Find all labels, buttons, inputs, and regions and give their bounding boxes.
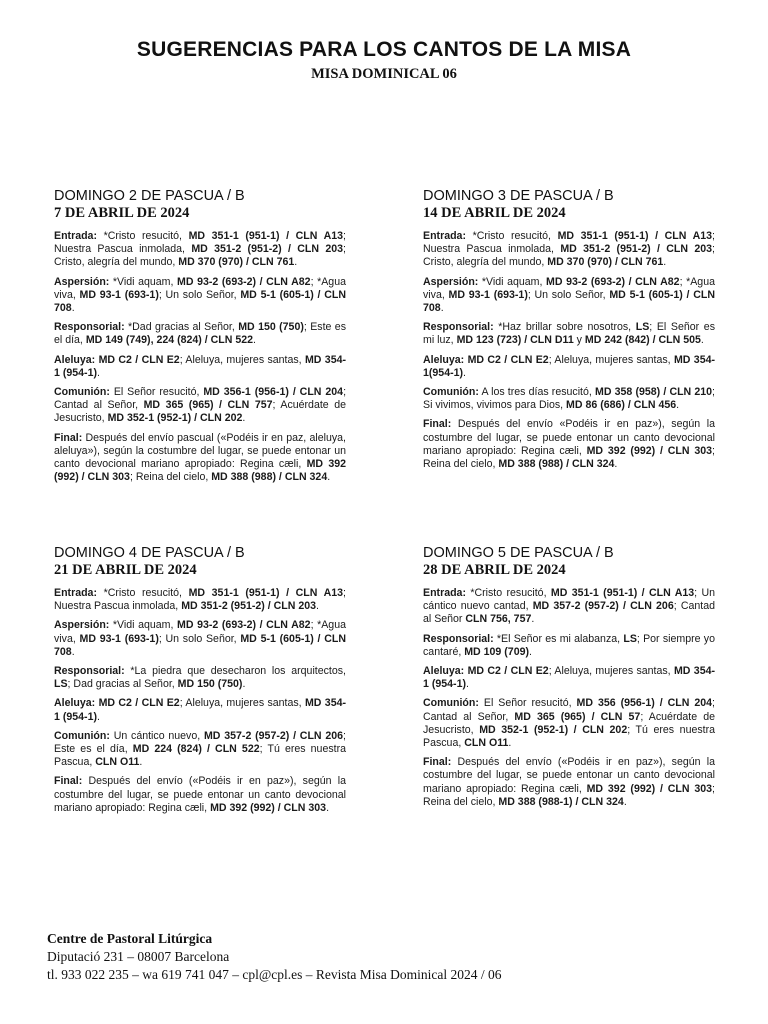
song-text: Después del envío («Podéis ir en paz»), según la costumbre del lugar, se puede entonar un canto devocional mariano apropiado: Regina cæli,	[54, 775, 346, 814]
song-reference: LS	[54, 678, 68, 691]
song-reference: CLN 756, 757	[465, 613, 532, 626]
section-heading: DOMINGO 5 DE PASCUA / B	[423, 545, 614, 561]
song-text: ; Este es el día,	[54, 729, 346, 756]
song-text: *Cristo resucitó,	[465, 587, 551, 599]
song-text: ; Nuestra Pascua inmolada,	[423, 230, 715, 256]
section-heading: DOMINGO 4 DE PASCUA / B	[54, 545, 245, 561]
song-reference: MD 358 (958) / CLN 210	[595, 386, 713, 399]
entry-label: Comunión:	[423, 697, 479, 710]
song-reference: MD 392 (992) / CLN 303	[586, 782, 713, 795]
song-text: ; Nuestra Pascua inmolada,	[54, 230, 346, 256]
section-date: 21 DE ABRIL DE 2024	[54, 562, 197, 578]
entry-aspersión	[54, 276, 346, 316]
song-text: .	[242, 678, 246, 691]
song-reference: MD 357-2 (957-2) / CLN 206	[532, 600, 674, 613]
entry-label: Final:	[54, 775, 83, 788]
song-text: A los tres días resucitó,	[478, 386, 595, 399]
song-reference: MD 93-2 (693-2) / CLN A82	[177, 619, 311, 632]
entry-label: Entrada:	[423, 230, 466, 242]
section-date: 28 DE ABRIL DE 2024	[423, 562, 566, 578]
section-entries	[54, 230, 346, 484]
song-reference: MD 392 (992) / CLN 303	[54, 458, 346, 484]
entry-label: Aspersión:	[54, 275, 110, 288]
song-text: ; Tú eres nuestra Pascua,	[423, 723, 716, 750]
song-reference: MD C2 / CLN E2	[467, 665, 549, 678]
song-reference: MD 354-1(954-1)	[423, 353, 716, 379]
song-reference: MD 351-1 (951-1) / CLN A13	[188, 587, 344, 599]
song-reference: MD 93-2 (693-2) / CLN A82	[177, 275, 311, 288]
song-reference: MD 356-1 (956-1) / CLN 204	[203, 386, 344, 399]
song-reference: CLN O11	[464, 737, 509, 750]
entry-entrada	[54, 587, 346, 613]
song-reference: MD 5-1 (605-1) / CLN 708	[423, 288, 715, 315]
entry-aleluya	[54, 697, 346, 723]
section-date: 14 DE ABRIL DE 2024	[423, 205, 566, 221]
song-text: .	[71, 645, 75, 658]
song-text: ; Cantad al Señor	[423, 600, 715, 626]
entry-label: Aspersión:	[54, 619, 110, 632]
song-reference: CLN O11	[95, 756, 140, 769]
entry-responsorial	[54, 665, 346, 691]
section-heading: DOMINGO 2 DE PASCUA / B	[54, 188, 245, 204]
entry-label: Entrada:	[423, 587, 466, 599]
entry-label: Entrada:	[54, 587, 97, 599]
song-text: .	[440, 302, 444, 315]
song-text: ; Acuérdate de Jesucristo,	[54, 399, 346, 425]
song-text: ; *Agua viva,	[423, 275, 715, 301]
song-reference: MD 351-1 (951-1) / CLN A13	[550, 587, 695, 599]
song-text: .	[326, 801, 330, 814]
song-reference: MD 150 (750)	[177, 678, 243, 691]
song-text: ; Cantad al Señor,	[54, 386, 347, 412]
song-text: .	[316, 600, 319, 613]
entry-aspersión	[54, 619, 346, 659]
song-text: ; Este es el día,	[54, 321, 346, 347]
song-reference: MD 224 (824) / CLN 522	[132, 743, 260, 756]
song-text: ; *Agua viva,	[54, 275, 346, 301]
song-reference: MD 354-1 (954-1)	[54, 353, 347, 379]
song-text: .	[327, 471, 331, 484]
song-reference: MD C2 / CLN E2	[98, 353, 180, 366]
song-text: .	[623, 795, 627, 808]
entry-entrada	[54, 230, 346, 270]
song-text: ; Un solo Señor,	[527, 288, 610, 301]
song-text: .	[294, 256, 298, 269]
section-entries	[423, 230, 715, 471]
song-text: .	[97, 710, 100, 723]
section-entries	[54, 587, 346, 815]
footer-contact: tl. 933 022 235 – wa 619 741 047 – cpl@cpl.es – Revista Misa Dominical 2024 / 06	[47, 967, 502, 982]
song-text: .	[71, 302, 75, 315]
song-text: ; Reina del cielo,	[423, 782, 715, 808]
song-reference: MD 86 (686) / CLN 456	[566, 399, 677, 412]
song-text: *Vidi aquam,	[478, 275, 547, 288]
song-text: ; Tú eres nuestra Pascua,	[54, 743, 347, 769]
entry-label: Aleluya:	[54, 353, 96, 366]
song-reference: MD 352-1 (952-1) / CLN 202	[479, 723, 628, 736]
song-reference: MD 93-1 (693-1)	[448, 288, 528, 301]
song-text: ; Un solo Señor,	[158, 288, 241, 301]
section-date: 7 DE ABRIL DE 2024	[54, 205, 190, 221]
entry-final	[54, 775, 346, 815]
song-text: ; Cristo, alegría del mundo,	[423, 243, 715, 269]
song-text: ; El Señor es mi luz,	[423, 321, 715, 347]
song-reference: LS	[623, 632, 637, 645]
song-reference: MD 109 (709)	[464, 645, 530, 658]
song-text: ; Cristo, alegría del mundo,	[54, 243, 346, 269]
entry-final	[423, 756, 715, 809]
song-reference: MD 388 (988) / CLN 324	[211, 471, 328, 484]
song-text: .	[663, 256, 667, 269]
song-reference: MD 5-1 (605-1) / CLN 708	[54, 632, 346, 658]
song-reference: MD 354-1 (954-1)	[54, 697, 347, 723]
song-text: .	[466, 678, 469, 691]
song-text: ; Acuérdate de Jesucristo,	[423, 710, 715, 736]
entry-label: Responsorial:	[423, 321, 494, 334]
song-text: ; Nuestra Pascua inmolada,	[54, 587, 346, 613]
section-heading: DOMINGO 3 DE PASCUA / B	[423, 188, 614, 204]
song-text: .	[614, 458, 618, 471]
song-reference: MD 351-1 (951-1) / CLN A13	[557, 230, 713, 242]
song-text: *El Señor es mi alabanza,	[493, 632, 624, 645]
song-text: *La piedra que desecharon los arquitectos,	[124, 665, 346, 678]
song-text: ; Dad gracias al Señor,	[67, 678, 178, 691]
song-reference: MD 242 (842) / CLN 505	[584, 334, 701, 347]
entry-label: Responsorial:	[423, 632, 494, 645]
song-text: *Vidi aquam,	[109, 619, 178, 632]
song-reference: MD 149 (749), 224 (824) / CLN 522	[85, 334, 254, 347]
song-reference: MD 354-1 (954-1)	[423, 665, 716, 691]
song-reference: MD 352-1 (952-1) / CLN 202	[107, 412, 243, 425]
song-text: *Vidi aquam,	[109, 275, 178, 288]
song-reference: MD 356 (956-1) / CLN 204	[576, 697, 713, 710]
song-text: .	[463, 366, 466, 379]
entry-comunión	[423, 386, 715, 412]
entry-label: Aleluya:	[423, 353, 465, 366]
song-reference: MD C2 / CLN E2	[98, 697, 180, 710]
entry-label: Comunión:	[54, 386, 110, 399]
song-text: ; Un solo Señor,	[158, 632, 241, 645]
section-domingo-4	[54, 545, 346, 821]
song-reference: LS	[635, 321, 650, 334]
song-reference: MD 351-2 (951-2) / CLN 203	[191, 243, 344, 256]
entry-label: Comunión:	[54, 729, 110, 742]
entry-label: Comunión:	[423, 386, 479, 399]
song-text: ; Un cántico nuevo cantad,	[423, 587, 715, 613]
entry-label: Aleluya:	[423, 665, 465, 678]
song-reference: MD C2 / CLN E2	[467, 353, 549, 366]
song-reference: MD 370 (970) / CLN 761	[547, 256, 664, 269]
song-text: Después del envío pascual («Podéis ir en paz, aleluya, aleluya»), según la costumbre del lugar, se puede entonar un canto devocional mariano apropiado: Regina cæli,	[54, 431, 346, 471]
song-reference: MD 150 (750)	[238, 321, 304, 334]
song-text: *Dad gracias al Señor,	[124, 321, 239, 334]
song-text: .	[676, 399, 680, 412]
song-text: ; Cantad al Señor,	[423, 697, 715, 723]
entry-aleluya	[423, 665, 715, 691]
song-text: ; Por siempre yo cantaré,	[423, 632, 715, 658]
song-text: .	[531, 613, 535, 626]
entry-label: Final:	[54, 431, 83, 444]
entry-label: Aspersión:	[423, 275, 479, 288]
song-reference: MD 123 (723) / CLN D11	[456, 334, 574, 347]
entry-final	[423, 418, 715, 471]
footer-org: Centre de Pastoral Litúrgica	[47, 931, 213, 946]
page-subtitle: MISA DOMINICAL 06	[311, 66, 457, 82]
entry-responsorial	[423, 321, 715, 347]
song-reference: MD 93-2 (693-2) / CLN A82	[546, 275, 680, 288]
entry-comunión	[54, 386, 346, 426]
entry-label: Aleluya:	[54, 697, 96, 710]
song-text: *Cristo resucitó,	[96, 587, 189, 599]
song-text: *Haz brillar sobre nosotros,	[493, 321, 636, 334]
song-text: .	[97, 366, 100, 379]
song-text: ; Aleluya, mujeres santas,	[548, 665, 674, 678]
entry-comunión	[423, 697, 715, 750]
song-text: y	[573, 334, 585, 347]
song-text: .	[700, 334, 704, 347]
song-reference: MD 351-1 (951-1) / CLN A13	[188, 230, 344, 242]
song-text: ; Si vivimos, vivimos para Dios,	[423, 386, 715, 412]
song-reference: MD 93-1 (693-1)	[79, 632, 159, 645]
song-text: .	[253, 334, 256, 347]
song-text: .	[508, 737, 512, 750]
song-text: Un cántico nuevo,	[109, 729, 204, 742]
song-text: ; Reina del cielo,	[129, 471, 212, 484]
entry-label: Final:	[423, 418, 452, 431]
entry-label: Entrada:	[54, 230, 97, 242]
song-text: .	[139, 756, 143, 769]
entry-label: Final:	[423, 756, 452, 769]
section-domingo-3	[423, 188, 715, 477]
song-reference: MD 388 (988) / CLN 324	[498, 458, 615, 471]
entry-entrada	[423, 587, 715, 627]
entry-final	[54, 432, 346, 485]
song-text: ; Aleluya, mujeres santas,	[179, 353, 305, 366]
entry-label: Responsorial:	[54, 321, 125, 334]
entry-aleluya	[423, 354, 715, 380]
entry-entrada	[423, 230, 715, 270]
entry-comunión	[54, 730, 346, 770]
song-reference: MD 351-2 (951-2) / CLN 203	[181, 600, 317, 613]
footer	[47, 930, 737, 984]
song-reference: MD 365 (965) / CLN 757	[143, 399, 273, 412]
section-domingo-2	[54, 188, 346, 490]
song-reference: MD 351-2 (951-2) / CLN 203	[560, 243, 713, 256]
entry-aleluya	[54, 354, 346, 380]
section-entries	[423, 587, 715, 809]
song-text: .	[529, 645, 532, 658]
song-text: ; *Agua viva,	[54, 619, 346, 645]
page-title: SUGERENCIAS PARA LOS CANTOS DE LA MISA	[136, 38, 632, 61]
entry-label: Responsorial:	[54, 665, 125, 678]
entry-responsorial	[423, 633, 715, 659]
song-text: El Señor resucitó,	[109, 386, 204, 399]
song-text: ; Aleluya, mujeres santas,	[179, 697, 305, 710]
song-reference: MD 365 (965) / CLN 57	[514, 710, 641, 723]
song-text: .	[242, 412, 246, 425]
entry-responsorial	[54, 321, 346, 347]
song-reference: MD 5-1 (605-1) / CLN 708	[54, 288, 346, 315]
song-reference: MD 370 (970) / CLN 761	[178, 256, 295, 269]
footer-address: Diputació 231 – 08007 Barcelona	[47, 949, 230, 964]
section-domingo-5	[423, 545, 715, 815]
song-text: ; Aleluya, mujeres santas,	[548, 353, 674, 366]
song-text: El Señor resucitó,	[478, 697, 577, 710]
song-text: ; Reina del cielo,	[423, 444, 715, 471]
song-text: Después del envío («Podéis ir en paz»), según la costumbre del lugar, se puede entonar un canto devocional mariano apropiado: Regina cæli,	[423, 756, 715, 795]
song-text: Después del envío «Podéis ir en paz»), según la costumbre del lugar, se puede entonar un canto devocional mariano apropiado: Regina cæli,	[423, 418, 715, 457]
song-reference: MD 388 (988-1) / CLN 324	[498, 795, 624, 808]
song-text: *Cristo resucitó,	[465, 230, 558, 242]
song-text: *Cristo resucitó,	[96, 230, 189, 242]
song-reference: MD 357-2 (957-2) / CLN 206	[203, 729, 344, 742]
song-reference: MD 93-1 (693-1)	[79, 288, 159, 301]
song-reference: MD 392 (992) / CLN 303	[210, 801, 327, 814]
song-reference: MD 392 (992) / CLN 303	[586, 444, 713, 457]
entry-aspersión	[423, 276, 715, 316]
